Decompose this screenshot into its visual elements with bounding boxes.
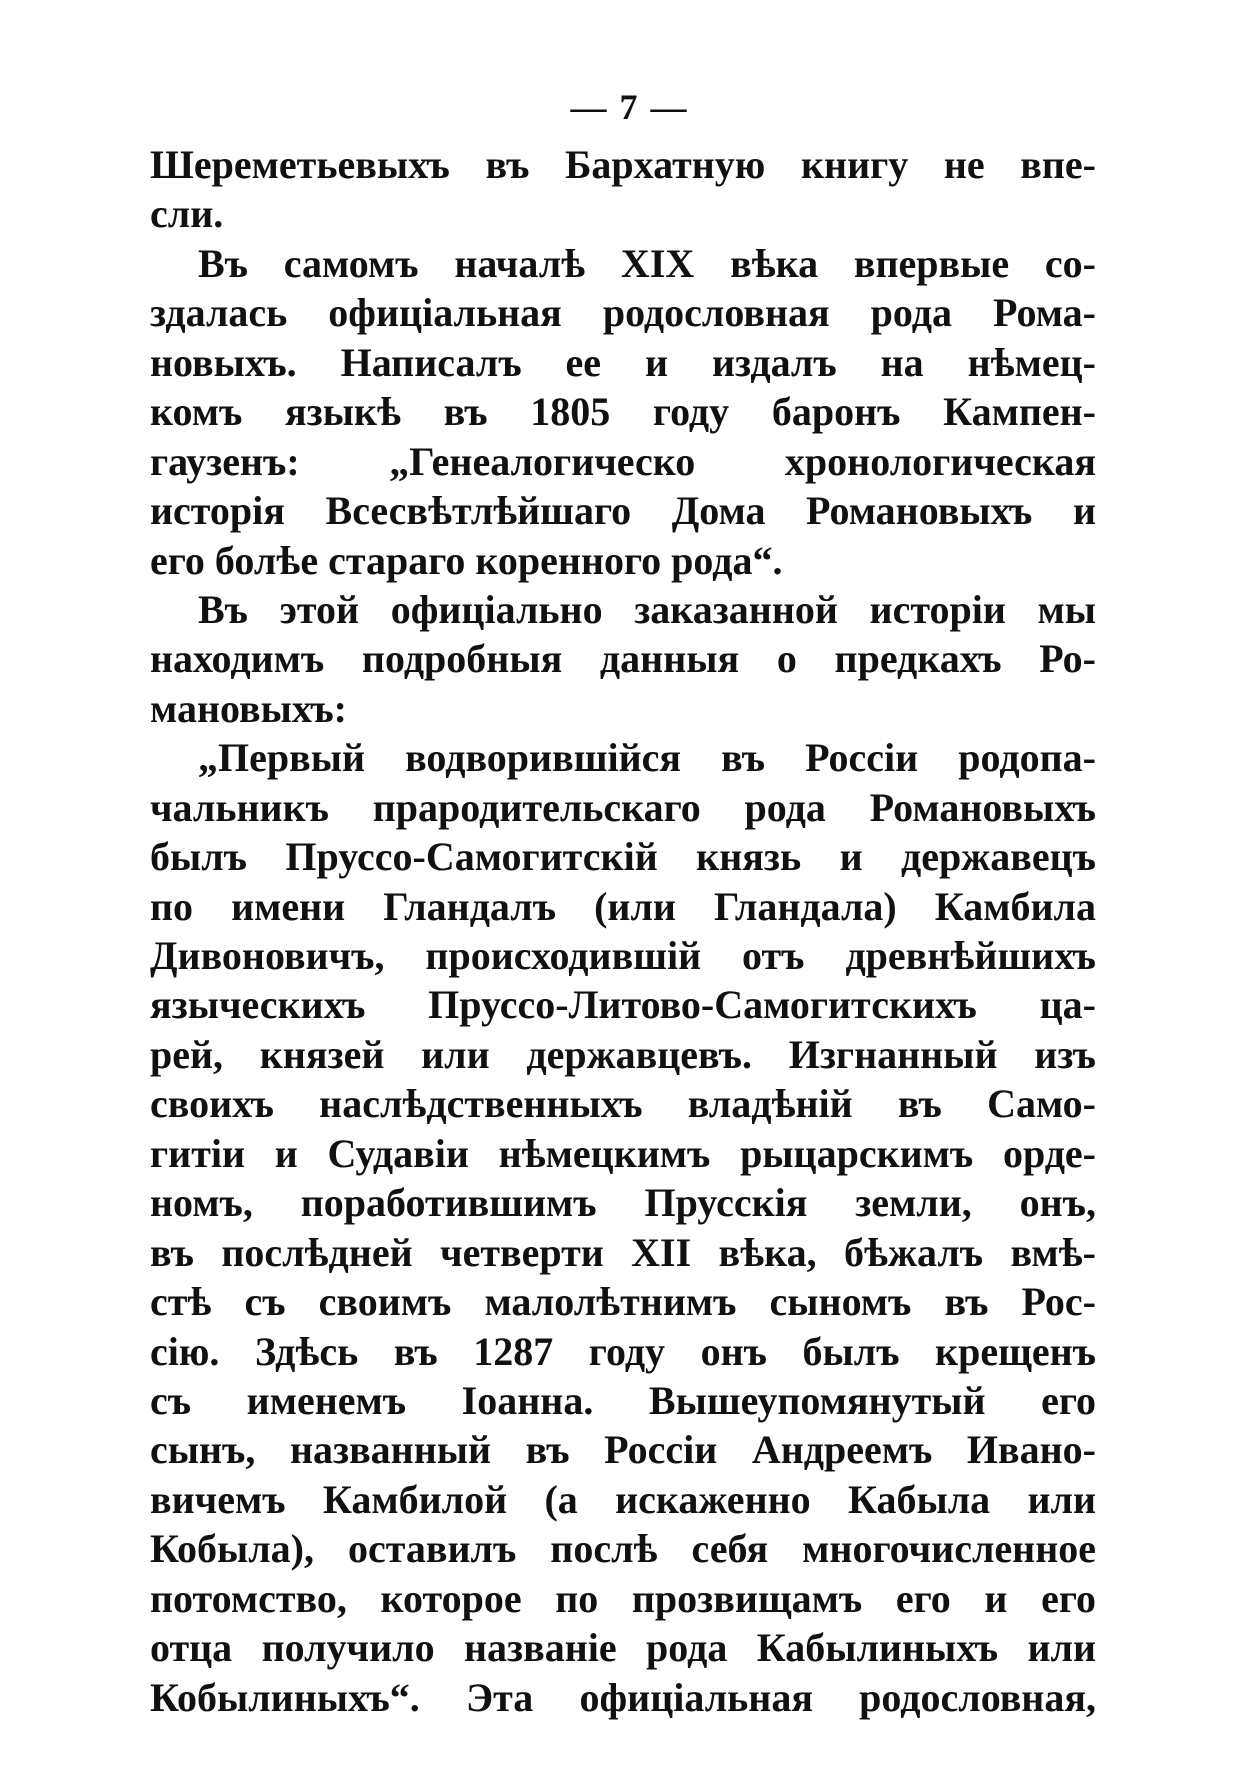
text-line: сли. xyxy=(150,191,224,237)
text-line: Кобыла), оставилъ послѣ себя многочисленное xyxy=(150,1526,1096,1572)
text-line: потомство, которое по прозвищамъ его и его xyxy=(150,1575,1096,1621)
text-line: Дивоновичъ, происходившій отъ древнѣйшихъ xyxy=(150,933,1096,978)
text-line: чальникъ прародительскаго рода Романовыхъ xyxy=(150,784,1096,830)
body-text xyxy=(150,140,1096,1722)
text-line: Кобылиныхъ“. Эта офиціальная родословная, xyxy=(150,1674,1096,1720)
text-line: Въ самомъ началѣ XIX вѣка впервые со- xyxy=(198,240,1096,286)
text-line: мановыхъ: xyxy=(150,685,347,731)
text-line: съ именемъ Іоанна. Вышеупомянутый его xyxy=(150,1377,1096,1423)
text-line: вичемъ Камбилой (а искаженно Кабыла или xyxy=(150,1476,1096,1522)
text-line: былъ Пруссо-Самогитскій князь и державецъ xyxy=(150,834,1096,880)
text-line: Шереметьевыхъ въ Бархатную книгу не впе- xyxy=(150,142,1096,187)
text-line: по имени Гландалъ (или Гландала) Камбила xyxy=(150,883,1096,929)
text-line: его болѣе стараго коренного рода“. xyxy=(150,537,783,583)
text-line: новыхъ. Написалъ ее и издалъ на нѣмец- xyxy=(150,339,1096,385)
text-line: рей, князей или державцевъ. Изгнанный изъ xyxy=(150,1031,1096,1077)
text-line: сію. Здѣсь въ 1287 году онъ былъ крещенъ xyxy=(150,1328,1096,1374)
text-line: въ послѣдней четверти XII вѣка, бѣжалъ вмѣ- xyxy=(150,1229,1096,1275)
text-line: номъ, поработившимъ Прусскія земли, онъ, xyxy=(150,1180,1096,1226)
text-line: отца получило названіе рода Кабылиныхъ или xyxy=(150,1625,1096,1671)
page-number: — 7 — xyxy=(570,87,689,127)
text-line: языческихъ Пруссо-Литово-Самогитскихъ ца- xyxy=(150,982,1096,1028)
text-line: сынъ, названный въ Россіи Андреемъ Ивано- xyxy=(150,1427,1096,1473)
text-line: здалась офиціальная родословная рода Рома- xyxy=(150,290,1096,336)
text-line: „Первый водворившійся въ Россіи родопа- xyxy=(198,735,1096,781)
text-line: гаузенъ: „Генеалогическо хронологическая xyxy=(150,438,1096,484)
text-line: находимъ подробныя данныя о предкахъ Ро- xyxy=(150,636,1096,682)
text-line: комъ языкѣ въ 1805 году баронъ Кампен- xyxy=(150,389,1096,435)
text-line: Въ этой офиціально заказанной исторіи мы xyxy=(198,586,1096,632)
text-line: стѣ съ своимъ малолѣтнимъ сыномъ въ Рос- xyxy=(150,1279,1096,1325)
text-line: гитіи и Судавіи нѣмецкимъ рыцарскимъ орде- xyxy=(150,1130,1096,1176)
text-line: исторія Всесвѣтлѣйшаго Дома Романовыхъ и xyxy=(150,488,1096,534)
text-line: своихъ наслѣдственныхъ владѣній въ Само- xyxy=(150,1081,1096,1127)
